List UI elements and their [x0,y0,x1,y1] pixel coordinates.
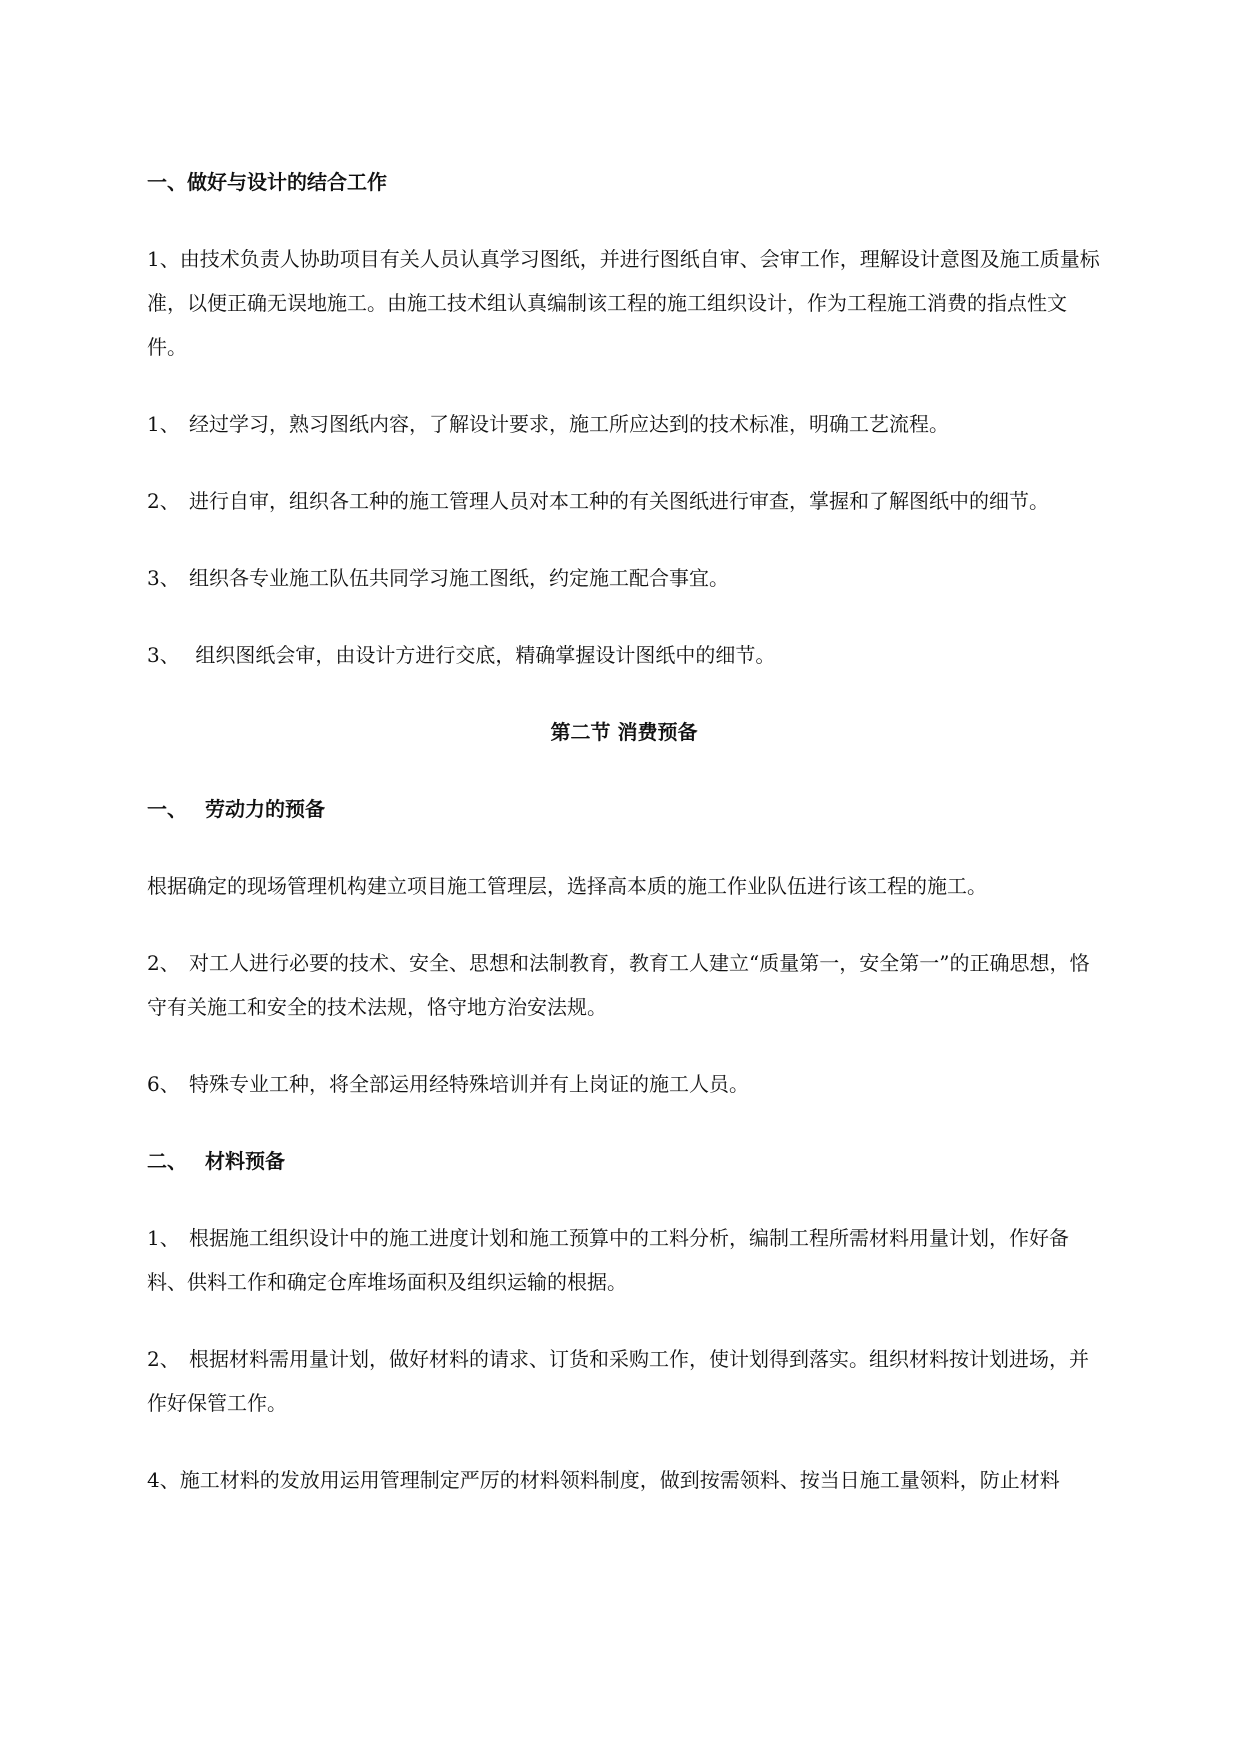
list-item-number: 2、 [147,489,180,513]
list-item-text: 进行自审，组织各工种的施工管理人员对本工种的有关图纸进行审查，掌握和了解图纸中的细节。 [189,489,1049,513]
list-item-text: 根据材料需用量计划，做好材料的请求、订货和采购工作，使计划得到落实。组织材料按计划进场，并作好保管工作。 [147,1347,1089,1415]
heading-material-preparation [147,1139,1101,1183]
list-item [147,556,1101,600]
list-item-number: 6、 [147,1072,180,1096]
heading-text: 材料预备 [205,1149,285,1173]
list-item [147,479,1101,523]
list-item-text: 经过学习，熟习图纸内容，了解设计要求，施工所应达到的技术标准，明确工艺流程。 [189,412,949,436]
list-item-number: 1、 [147,1226,180,1250]
heading-text: 劳动力的预备 [205,797,325,821]
list-item-text: 根据施工组织设计中的施工进度计划和施工预算中的工料分析，编制工程所需材料用量计划，作好备料、供料工作和确定仓库堆场面积及组织运输的根据。 [147,1226,1069,1294]
list-item-text: 对工人进行必要的技术、安全、思想和法制教育，教育工人建立“质量第一，安全第一”的正确思想，恪守有关施工和安全的技术法规，恪守地方治安法规。 [147,951,1090,1019]
heading-number: 一、 [147,797,187,821]
heading-labor-preparation [147,787,1101,831]
list-item-text: 组织图纸会审，由设计方进行交底，精确掌握设计图纸中的细节。 [189,643,776,667]
paragraph-management-team: 根据确定的现场管理机构建立项目施工管理层，选择高本质的施工作业队伍进行该工程的施工。 [147,874,987,898]
list-item [147,941,1101,1029]
paragraph-technical-lead: 1、由技术负责人协助项目有关人员认真学习图纸，并进行图纸自审、会审工作，理解设计意图及施工质量标准，以便正确无误地施工。由施工技术组认真编制该工程的施工组织设计，作为工程施工消费的指点性文件。 [147,247,1100,359]
list-item [147,402,1101,446]
paragraph-material-issuing: 4、施工材料的发放用运用管理制定严厉的材料领料制度，做到按需领料、按当日施工量领料，防止材料 [147,1468,1060,1492]
list-item-number: 1、 [147,412,180,436]
list-item-text: 组织各专业施工队伍共同学习施工图纸，约定施工配合事宜。 [189,566,729,590]
list-item [147,1062,1101,1106]
section-title: 第二节 消费预备 [550,720,698,744]
list-item-number: 2、 [147,1347,180,1371]
list-item-number: 3、 [147,643,180,667]
heading-number: 二、 [147,1149,187,1173]
list-item-number: 3、 [147,566,180,590]
list-item [147,633,1101,677]
list-item-number: 2、 [147,951,180,975]
heading-design-integration: 一、做好与设计的结合工作 [147,170,387,194]
list-item-text: 特殊专业工种，将全部运用经特殊培训并有上岗证的施工人员。 [189,1072,749,1096]
list-item [147,1337,1101,1425]
list-item [147,1216,1101,1304]
